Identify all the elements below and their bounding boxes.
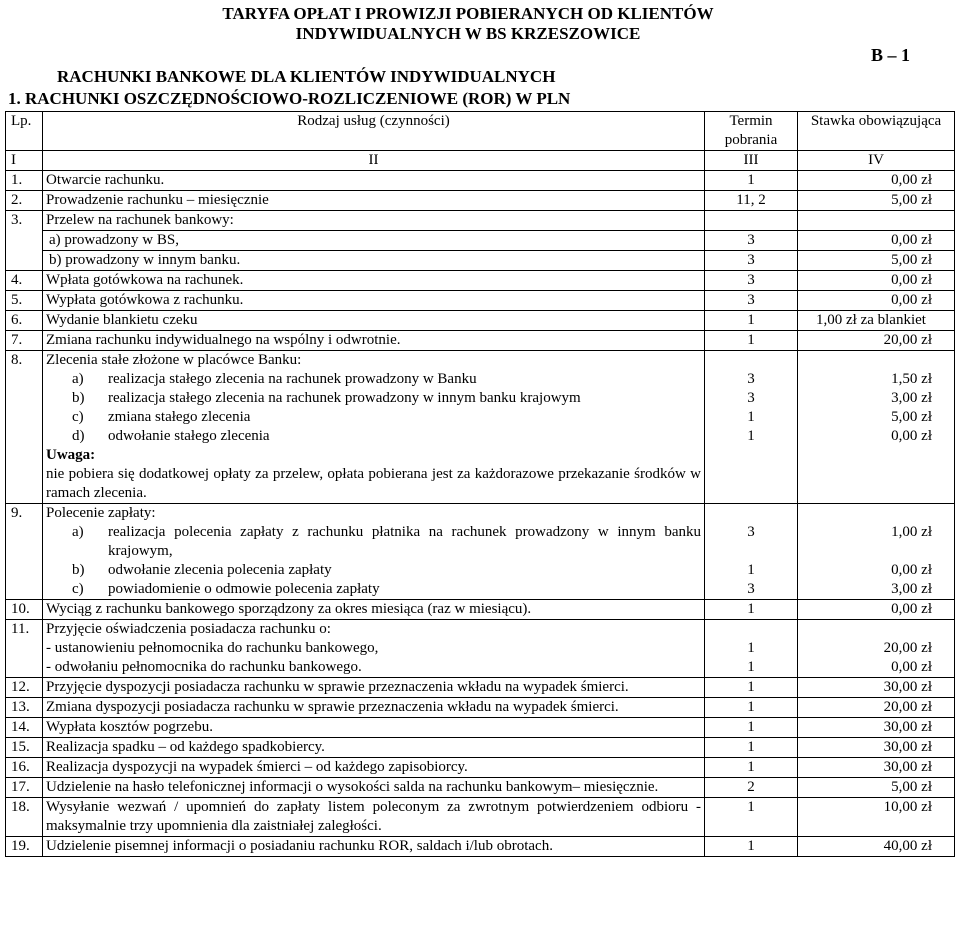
row-term: 3	[705, 271, 798, 291]
document-code: B – 1	[870, 45, 910, 65]
row-text: Wysyłanie wezwań / upomnień do zapłaty listem poleconym za zwrotnym potwierdzeniem odbioru - maksymalnie trzy upomnienia dla zaistniałej zaległości.	[43, 798, 705, 837]
table-row	[6, 620, 955, 640]
row-term: 2	[705, 778, 798, 798]
row-rate: 30,00 zł	[798, 678, 955, 698]
row-term: 1	[705, 171, 798, 191]
row-term: 1	[705, 331, 798, 351]
table-header-row	[6, 112, 955, 151]
table-roman-row	[6, 151, 955, 171]
row-lp: 10.	[6, 600, 43, 620]
row-text: Polecenie zapłaty:	[43, 504, 705, 524]
row-lp: 18.	[6, 798, 43, 837]
subrow-letter: a)	[72, 371, 84, 387]
header-lp: Lp.	[6, 112, 43, 151]
row-term: 1	[705, 698, 798, 718]
row-text: Zlecenia stałe złożone w placówce Banku:	[43, 351, 705, 371]
subrow-term: 3	[705, 251, 798, 271]
table-row	[6, 291, 955, 311]
row-lp: 12.	[6, 678, 43, 698]
note-row	[6, 465, 955, 504]
subrow-term: 1	[705, 658, 798, 678]
table-row	[6, 191, 955, 211]
subrow-letter: b)	[72, 562, 85, 578]
subrow-term: 1	[705, 639, 798, 658]
row-term: 3	[705, 291, 798, 311]
document-title-line1: TARYFA OPŁAT I PROWIZJI POBIERANYCH OD KLIENTÓW	[222, 4, 714, 23]
document-title-line2: INDYWIDUALNYCH W BS KRZESZOWICE	[295, 24, 641, 43]
row-rate: 20,00 zł	[798, 331, 955, 351]
row-rate: 0,00 zł	[798, 291, 955, 311]
subrow-term: 3	[705, 580, 798, 600]
row-text: Realizacja dyspozycji na wypadek śmierci – od każdego zapisobiorcy.	[43, 758, 705, 778]
roman-4: IV	[798, 151, 955, 171]
subrow-term: 3	[705, 523, 798, 561]
table-row	[6, 600, 955, 620]
table-row	[6, 331, 955, 351]
subrow-rate: 1,50 zł	[798, 370, 955, 389]
subrow-rate: 20,00 zł	[798, 639, 955, 658]
table-row	[6, 211, 955, 231]
subrow-text: realizacja polecenia zapłaty z rachunku płatnika na rachunek prowadzony w innym banku krajowym,	[108, 524, 701, 559]
row-text: Udzielenie pisemnej informacji o posiadaniu rachunku ROR, saldach i/lub obrotach.	[43, 837, 705, 857]
table-row	[6, 351, 955, 371]
subrow-term: 1	[705, 561, 798, 580]
row-rate: 30,00 zł	[798, 758, 955, 778]
subrow-text: - ustanowieniu pełnomocnika do rachunku bankowego,	[43, 639, 705, 658]
subrow-rate: 3,00 zł	[798, 580, 955, 600]
row-term: 1	[705, 798, 798, 837]
table-row	[6, 271, 955, 291]
table-row	[6, 718, 955, 738]
header-term: Termin pobrania	[705, 112, 798, 151]
fee-table	[5, 111, 955, 857]
row-text: Wydanie blankietu czeku	[43, 311, 705, 331]
table-subrow	[6, 370, 955, 389]
section-heading: RACHUNKI BANKOWE DLA KLIENTÓW INDYWIDUALNYCH	[57, 67, 556, 86]
table-subrow	[6, 639, 955, 658]
subrow-term: 3	[705, 370, 798, 389]
subrow-rate: 3,00 zł	[798, 389, 955, 408]
row-rate: 30,00 zł	[798, 738, 955, 758]
table-row	[6, 504, 955, 524]
row-lp: 16.	[6, 758, 43, 778]
table-row	[6, 798, 955, 837]
row-text: Zmiana rachunku indywidualnego na wspólny i odwrotnie.	[43, 331, 705, 351]
table-subrow	[6, 580, 955, 600]
row-text: Prowadzenie rachunku – miesięcznie	[43, 191, 705, 211]
row-lp: 13.	[6, 698, 43, 718]
subrow-term: 3	[705, 389, 798, 408]
row-term: 1	[705, 738, 798, 758]
row-term: 1	[705, 678, 798, 698]
subrow-letter: a)	[72, 524, 84, 540]
subrow-text: odwołanie zlecenia polecenia zapłaty	[108, 562, 332, 578]
table-row	[6, 837, 955, 857]
row-text: Udzielenie na hasło telefonicznej informacji o wysokości salda na rachunku bankowym– miesięcznie.	[43, 778, 705, 798]
table-row	[6, 698, 955, 718]
row-text: Wypłata kosztów pogrzebu.	[43, 718, 705, 738]
row-rate: 10,00 zł	[798, 798, 955, 837]
table-subrow	[6, 231, 955, 251]
subrow-text: - odwołaniu pełnomocnika do rachunku bankowego.	[43, 658, 705, 678]
row-text: Wyciąg z rachunku bankowego sporządzony za okres miesiąca (raz w miesiącu).	[43, 600, 705, 620]
row-lp: 6.	[6, 311, 43, 331]
row-term: 1	[705, 758, 798, 778]
note-text: nie pobiera się dodatkowej opłaty za przelew, opłata pobierana jest za każdorazowe przekazanie środków w ramach zlecenia.	[43, 465, 705, 504]
table-row	[6, 758, 955, 778]
row-text: Wpłata gotówkowa na rachunek.	[43, 271, 705, 291]
subrow-term: 1	[705, 427, 798, 446]
row-lp: 3.	[6, 211, 43, 271]
row-term: 1	[705, 600, 798, 620]
row-text: Przelew na rachunek bankowy:	[43, 211, 705, 231]
row-term: 1	[705, 837, 798, 857]
subrow-text: b) prowadzony w innym banku.	[43, 251, 705, 271]
row-text: Przyjęcie dyspozycji posiadacza rachunku w sprawie przeznaczenia wkładu na wypadek śmierci.	[43, 678, 705, 698]
table-subrow	[6, 408, 955, 427]
subrow-letter: c)	[72, 409, 84, 425]
subrow-term: 3	[705, 231, 798, 251]
table-subrow	[6, 561, 955, 580]
table-row	[6, 738, 955, 758]
row-lp: 11.	[6, 620, 43, 678]
row-rate: 20,00 zł	[798, 698, 955, 718]
row-text: Otwarcie rachunku.	[43, 171, 705, 191]
row-text: Realizacja spadku – od każdego spadkobiercy.	[43, 738, 705, 758]
row-text: Wypłata gotówkowa z rachunku.	[43, 291, 705, 311]
table-row	[6, 311, 955, 331]
row-lp: 8.	[6, 351, 43, 504]
table-subrow	[6, 427, 955, 446]
row-lp: 15.	[6, 738, 43, 758]
row-rate: 0,00 zł	[798, 600, 955, 620]
subrow-rate: 0,00 zł	[798, 658, 955, 678]
row-rate: 1,00 zł za blankiet	[798, 311, 955, 331]
table-row	[6, 171, 955, 191]
subrow-letter: d)	[72, 428, 85, 444]
header-service: Rodzaj usług (czynności)	[43, 112, 705, 151]
row-rate: 40,00 zł	[798, 837, 955, 857]
subrow-letter: b)	[72, 390, 85, 406]
subrow-rate: 5,00 zł	[798, 251, 955, 271]
row-lp: 4.	[6, 271, 43, 291]
subrow-text: realizacja stałego zlecenia na rachunek prowadzony w innym banku krajowym	[108, 390, 581, 406]
subrow-text: odwołanie stałego zlecenia	[108, 428, 270, 444]
subrow-text: a) prowadzony w BS,	[43, 231, 705, 251]
header-rate: Stawka obowiązująca	[798, 112, 955, 151]
subrow-text: realizacja stałego zlecenia na rachunek prowadzony w Banku	[108, 371, 477, 387]
row-lp: 17.	[6, 778, 43, 798]
roman-2: II	[43, 151, 705, 171]
table-row	[6, 778, 955, 798]
note-row	[6, 446, 955, 465]
row-term: 1	[705, 311, 798, 331]
row-lp: 9.	[6, 504, 43, 600]
subrow-term: 1	[705, 408, 798, 427]
table-row	[6, 678, 955, 698]
roman-1: I	[6, 151, 43, 171]
row-rate: 5,00 zł	[798, 191, 955, 211]
subrow-text: powiadomienie o odmowie polecenia zapłaty	[108, 581, 380, 597]
row-lp: 5.	[6, 291, 43, 311]
row-text: Zmiana dyspozycji posiadacza rachunku w sprawie przeznaczenia wkładu na wypadek śmierci.	[43, 698, 705, 718]
subrow-rate: 1,00 zł	[798, 523, 955, 561]
table-subrow	[6, 658, 955, 678]
subrow-rate: 0,00 zł	[798, 561, 955, 580]
row-rate: 30,00 zł	[798, 718, 955, 738]
subsection-heading: 1. RACHUNKI OSZCZĘDNOŚCIOWO-ROZLICZENIOWE (ROR) W PLN	[8, 89, 571, 108]
row-text: Przyjęcie oświadczenia posiadacza rachunku o:	[43, 620, 705, 640]
row-term: 11, 2	[705, 191, 798, 211]
row-lp: 7.	[6, 331, 43, 351]
table-subrow	[6, 389, 955, 408]
subrow-rate: 0,00 zł	[798, 427, 955, 446]
row-lp: 1.	[6, 171, 43, 191]
row-lp: 14.	[6, 718, 43, 738]
subrow-letter: c)	[72, 581, 84, 597]
roman-3: III	[705, 151, 798, 171]
row-rate: 5,00 zł	[798, 778, 955, 798]
row-lp: 2.	[6, 191, 43, 211]
note-title: Uwaga:	[43, 446, 705, 465]
row-lp: 19.	[6, 837, 43, 857]
subrow-text: zmiana stałego zlecenia	[108, 409, 251, 425]
subrow-rate: 0,00 zł	[798, 231, 955, 251]
row-rate: 0,00 zł	[798, 171, 955, 191]
row-rate: 0,00 zł	[798, 271, 955, 291]
row-term: 1	[705, 718, 798, 738]
table-subrow	[6, 251, 955, 271]
subrow-rate: 5,00 zł	[798, 408, 955, 427]
table-subrow	[6, 523, 955, 561]
